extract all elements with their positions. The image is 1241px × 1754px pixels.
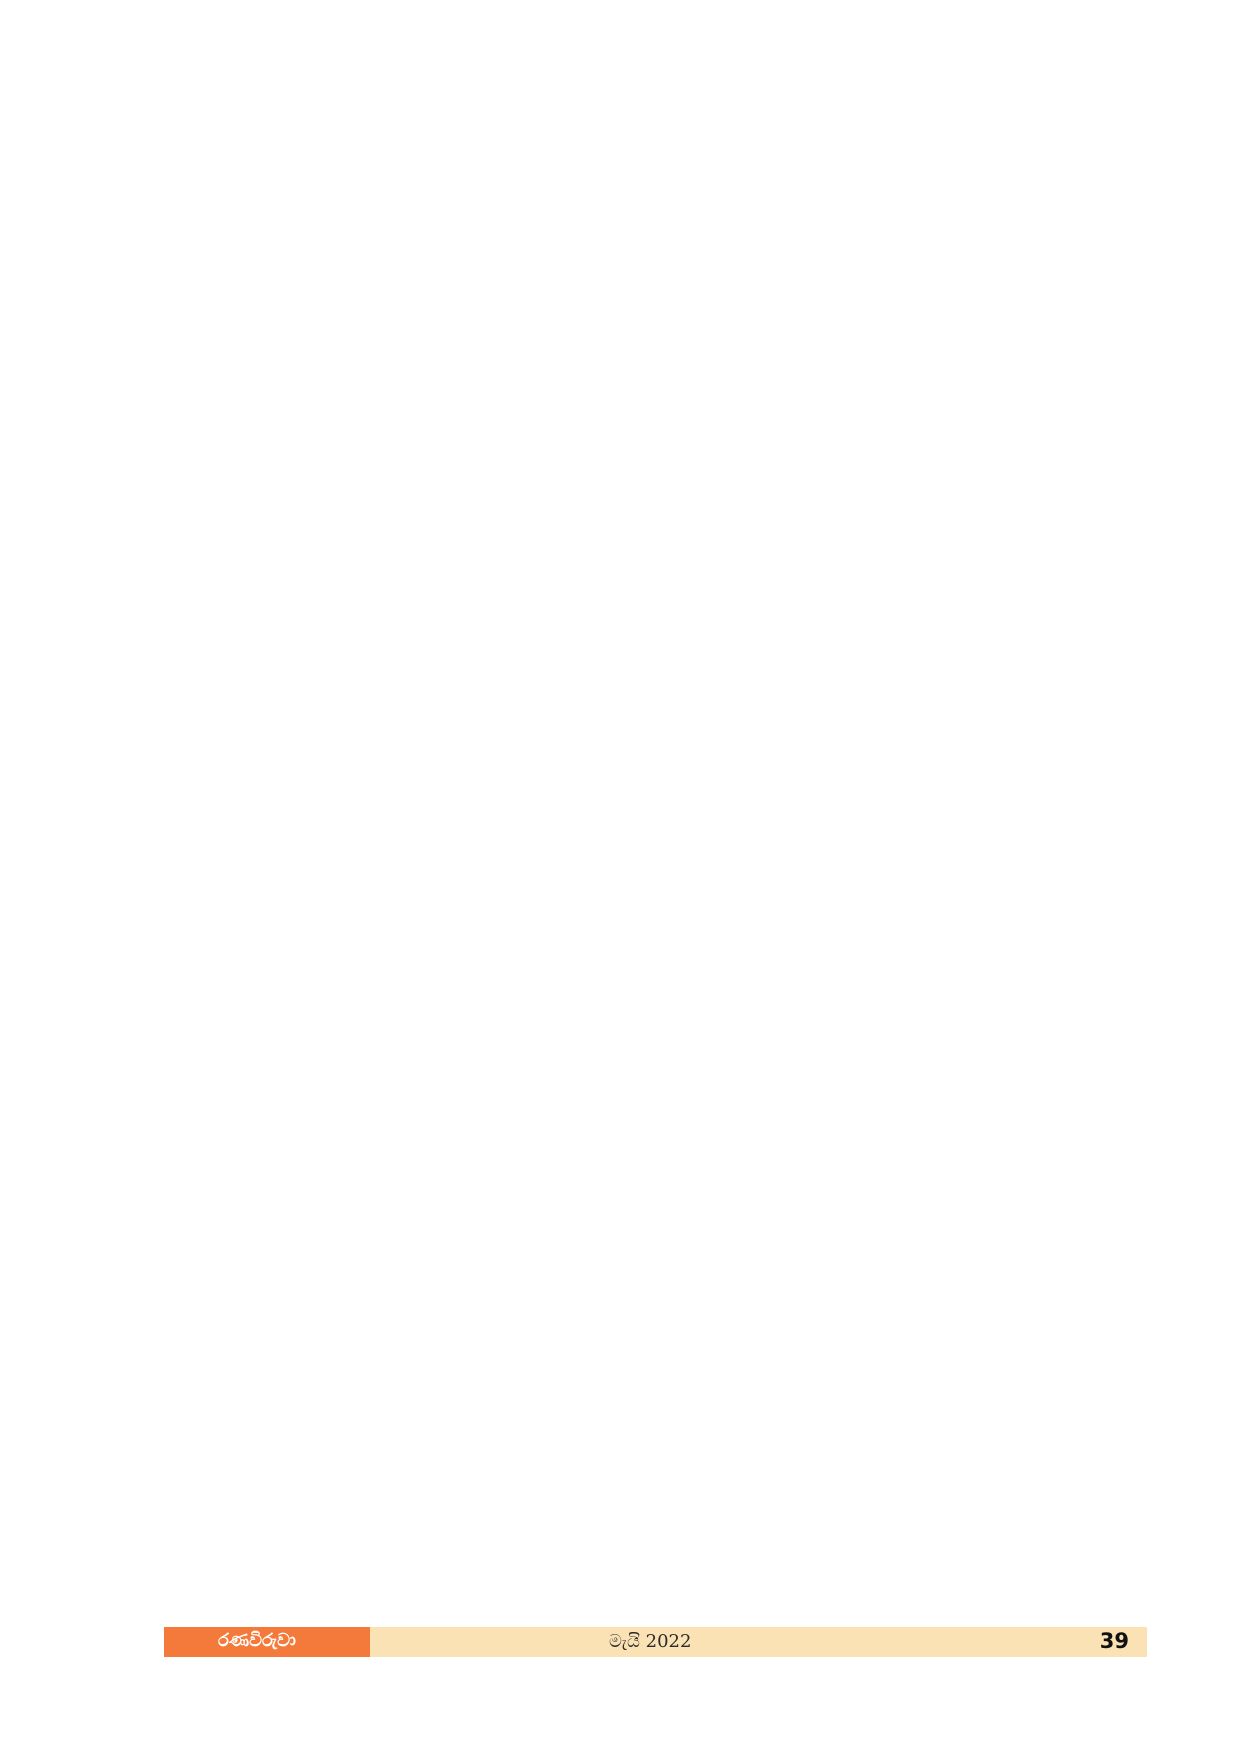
article-column-2 xyxy=(506,108,811,130)
issue-date: මැයි 2022 xyxy=(609,1631,692,1652)
magazine-name: රණවිරුවා xyxy=(218,1630,296,1651)
article-column-1 xyxy=(164,108,469,130)
page-number: 39 xyxy=(1099,1629,1129,1653)
page-footer xyxy=(164,1627,1147,1657)
article-column-3 xyxy=(866,108,1130,130)
footer-tab xyxy=(164,1627,370,1657)
